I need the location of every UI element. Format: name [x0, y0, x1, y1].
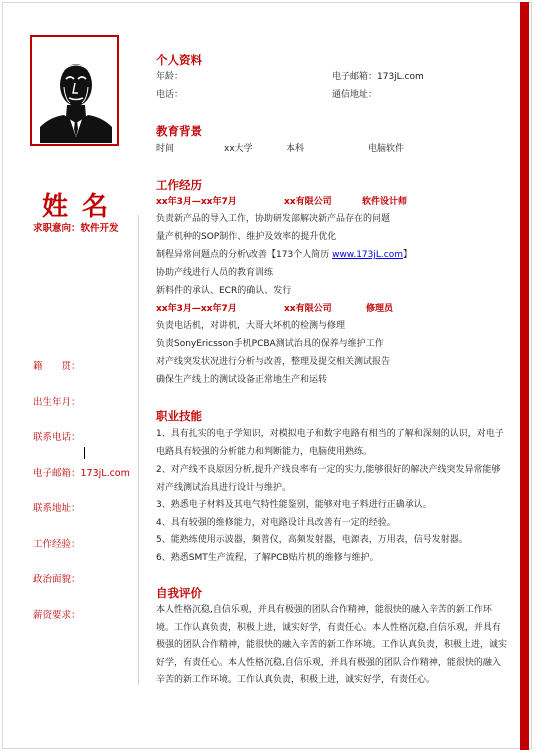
- candidate-name: 姓名: [42, 192, 123, 222]
- job1-line: 新料件的承认、ECR的确认、发行: [156, 286, 292, 296]
- job2-line: 确保生产线上的测试设备正常地生产和运转: [156, 375, 328, 385]
- job1-period: xx年3月—xx年7月: [156, 197, 237, 207]
- profile-photo: [30, 35, 119, 146]
- job1-line: 量产机种的SOP制作、维护及效率的提升优化: [156, 232, 337, 242]
- education-degree: 本科: [286, 144, 305, 154]
- skill-item: 4、具有较强的维修能力，对电路设计具改善有一定的经验。: [156, 518, 396, 528]
- email-label: 电子邮箱：173jL.com: [33, 467, 130, 479]
- skill-item: 3、熟悉电子材料及其电气特性能鉴别，能够对电子料进行正确承认。: [156, 500, 432, 510]
- self-evaluation-text: 本人性格沉稳,自信乐观，并具有极强的团队合作精神，能很快的融入辛苦的新工作环境。工作认真负责，积极上进，诚实好学，有责任心。本人性格沉稳,自信乐观，并具有极强的团队合作精神，能很快的融入辛苦的新工作环境。工作认真负责，积极上进，诚实好学，有责任心。本人性格沉稳,自信乐观，并具有极强的团队合作精神，能很快的融入辛苦的新工作环境。工作认真负责，积极上进，诚实好学，有责任心。: [156, 605, 508, 685]
- skill-item: 6、熟悉SMT生产流程，了解PCB贴片机的维修与维护。: [156, 553, 379, 563]
- job2-line: 负责SonyEricsson手机PCBA测试治具的保养与维护工作: [156, 339, 384, 349]
- column-divider: [138, 215, 139, 685]
- age-field: 年龄：: [156, 72, 184, 82]
- job2-line: 负责电话机，对讲机，大哥大坏机的检测与修理: [156, 321, 346, 331]
- job2-position: 修理员: [366, 304, 394, 314]
- email-field: 电子邮箱：173jL.com: [332, 72, 424, 82]
- job-intent: 求职意向：软件开发: [33, 223, 119, 234]
- skill-item: 2、对产线不良原因分析,提升产线良率有一定的实力,能够很好的解决产线突发异常能够对产线测试治具进行设计与维护。: [156, 465, 501, 493]
- address-field: 通信地址：: [332, 90, 378, 100]
- education-time: 时间: [156, 144, 175, 154]
- left-info-labels: [33, 358, 130, 642]
- native-place-label: 籍 贯：: [33, 361, 81, 372]
- job1-line-with-link: [156, 247, 412, 265]
- right-red-bar: [520, 2, 529, 750]
- section-title-education: 教育背景: [156, 124, 202, 138]
- job2-period: xx年3月—xx年7月: [156, 304, 237, 314]
- job2-company: xx有限公司: [284, 304, 332, 314]
- phone-field: 电话：: [156, 90, 184, 100]
- section-title-work: 工作经历: [156, 178, 202, 192]
- political-status-label: 政治面貌：: [33, 574, 81, 585]
- link-close-bracket: 】: [402, 250, 412, 260]
- contact-address-label: 联系地址：: [33, 503, 81, 514]
- skill-item: 1、具有扎实的电子学知识，对模拟电子和数字电路有相当的了解和深刻的认识，对电子电路具有较强的分析能力和判断能力，电脑使用熟练。: [156, 429, 504, 457]
- education-school: xx大学: [224, 144, 253, 154]
- job1-line: 协助产线进行人员的教育训练: [156, 268, 274, 278]
- text-cursor: [84, 447, 85, 459]
- salary-requirement-label: 薪资要求：: [33, 609, 81, 621]
- job1-line: 负责新产品的导入工作，协助研发部解决新产品存在的问题: [156, 214, 391, 224]
- birth-date-label: 出生年月：: [33, 396, 81, 408]
- job1-company: xx有限公司: [284, 197, 332, 207]
- portrait-illustration: [40, 57, 112, 143]
- skill-item: 5、能熟练使用示波器，频普仪，高频发射器，电源表，万用表，信号发射器。: [156, 535, 468, 545]
- job1-line: 制程异常问题点的分析\改善【173个人简历: [156, 250, 333, 260]
- section-title-skills: 职业技能: [156, 409, 202, 423]
- job2-line: 对产线突发状况进行分析与改善，整理及提交相关测试报告: [156, 357, 391, 367]
- website-link[interactable]: www.173jL.com: [332, 250, 403, 260]
- section-title-self-evaluation: 自我评价: [156, 586, 202, 600]
- section-title-personal: 个人资料: [156, 53, 202, 67]
- work-experience-label: 工作经验：: [33, 538, 81, 550]
- job1-position: 软件设计师: [362, 197, 408, 207]
- education-major: 电脑软件: [368, 144, 405, 154]
- contact-phone-label: 联系电话：: [33, 432, 81, 443]
